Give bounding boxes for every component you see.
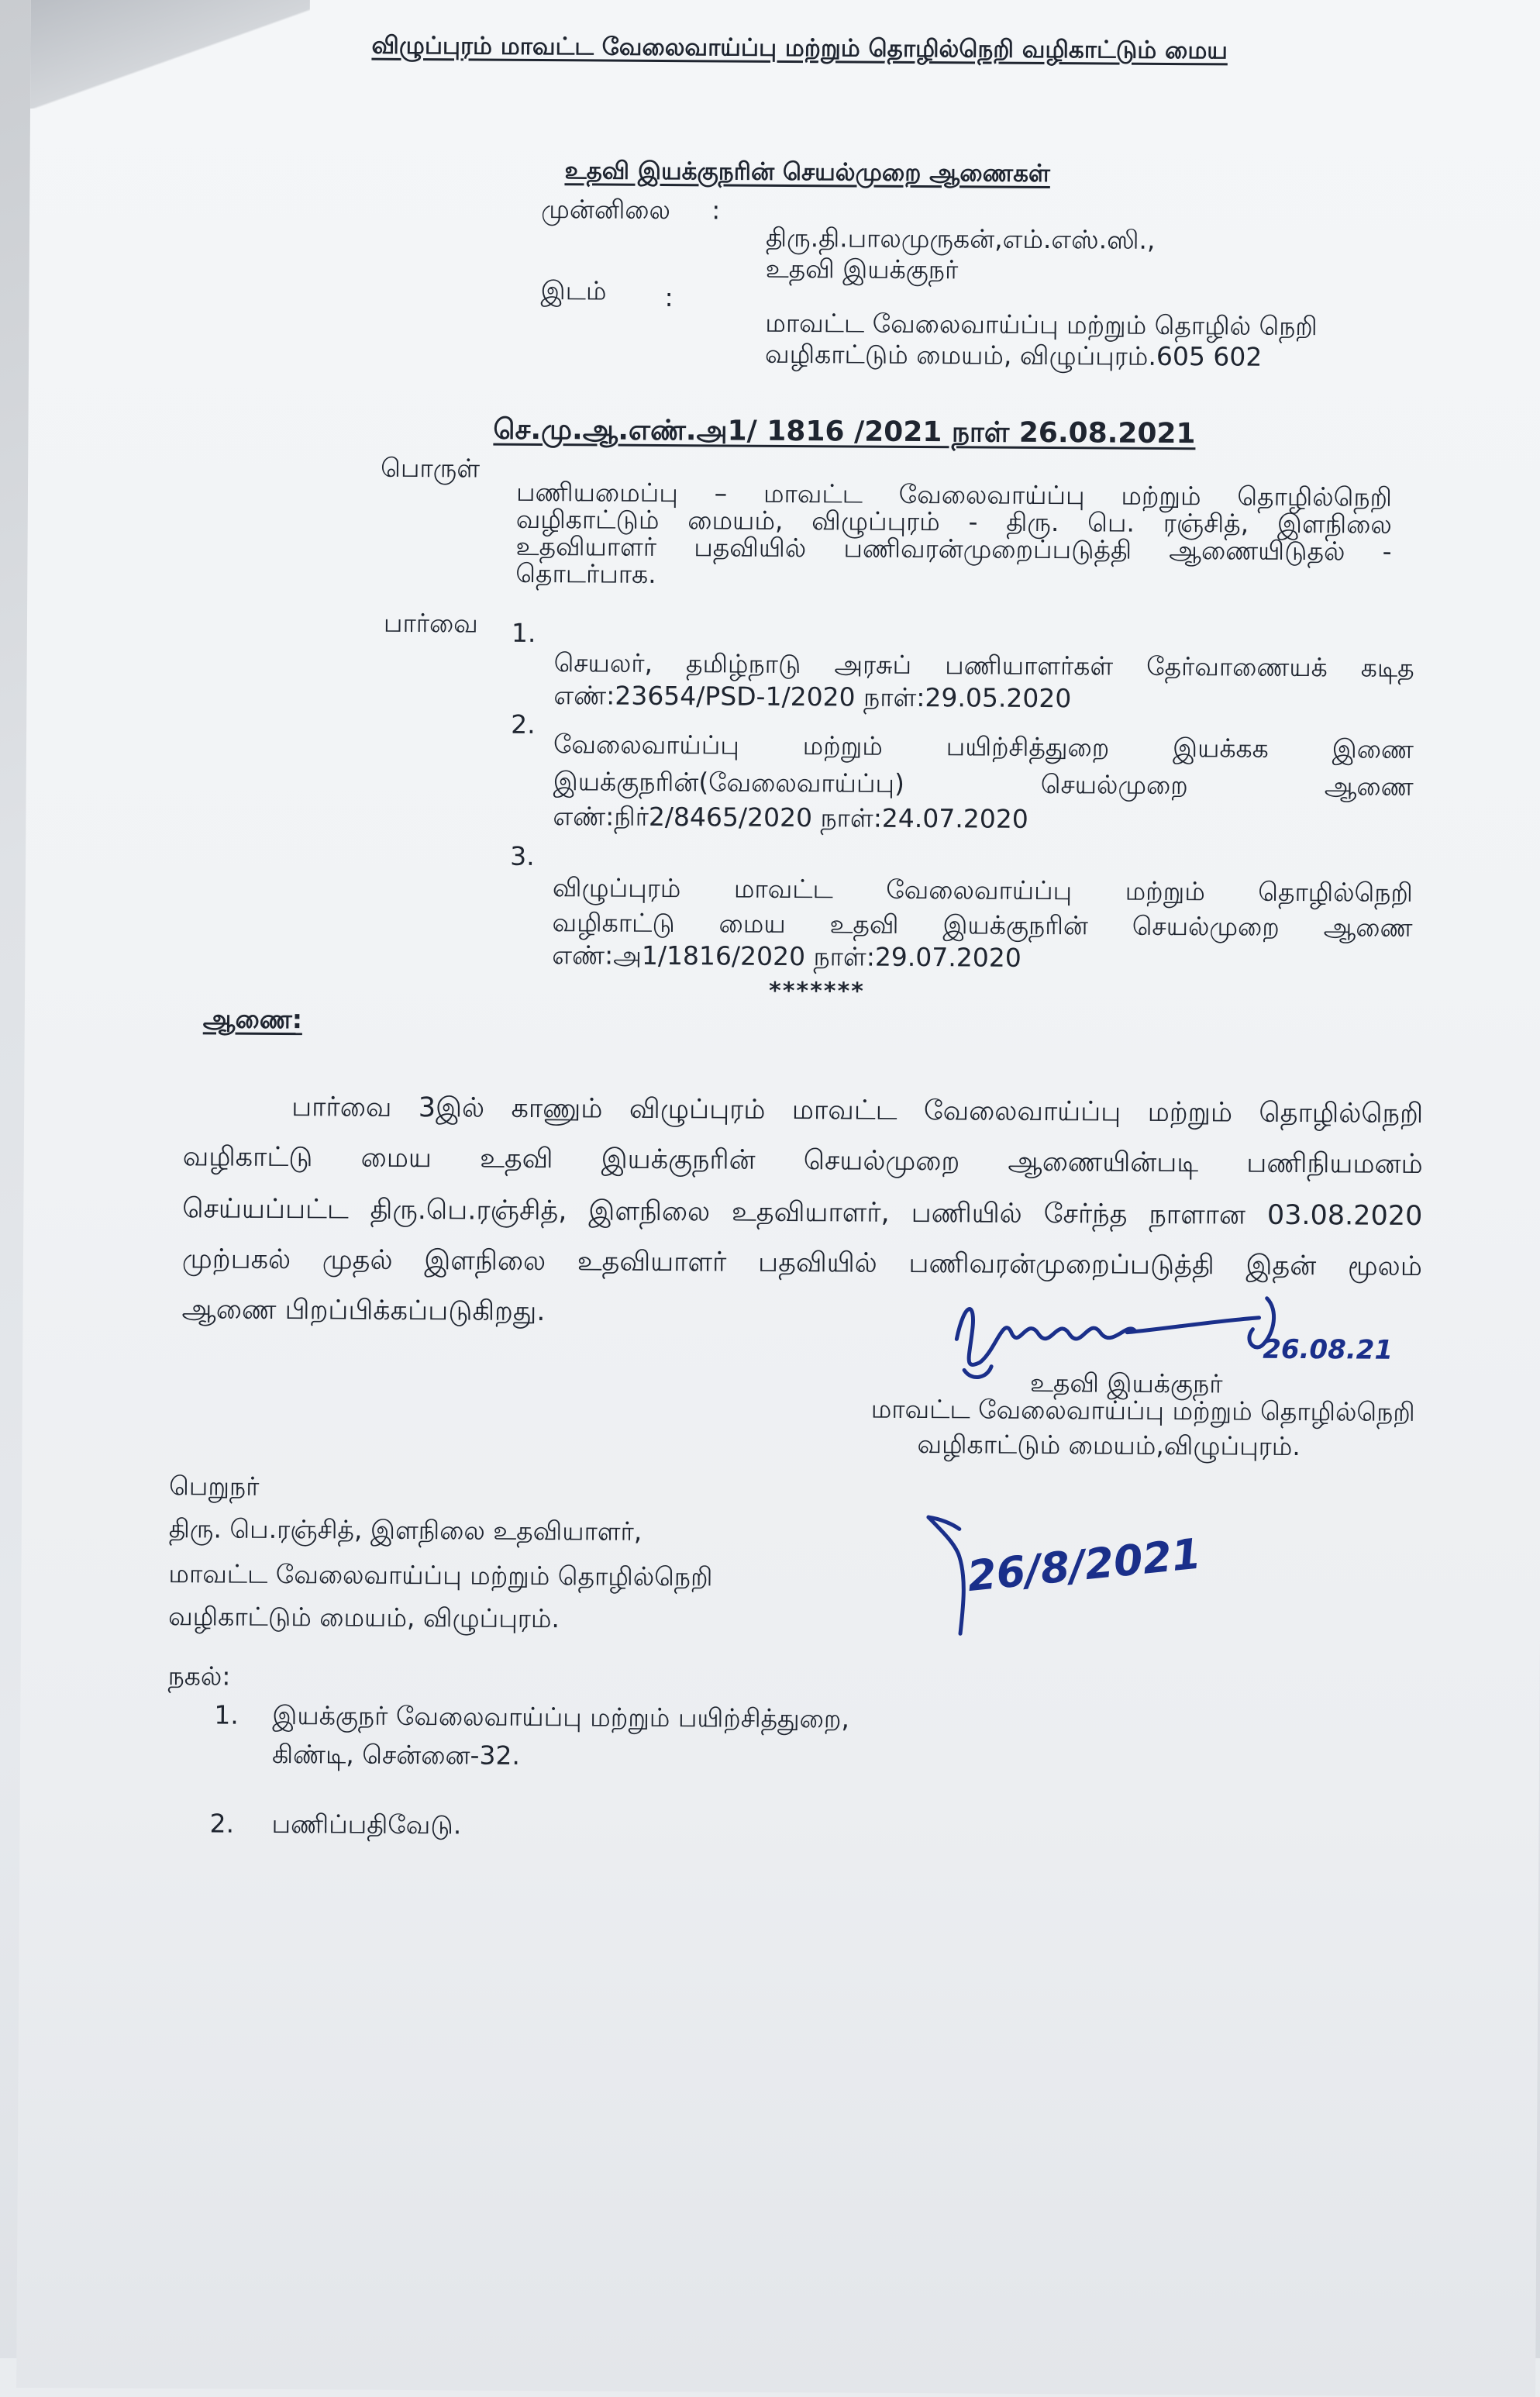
- signature-office-line-2: வழிகாட்டும் மையம்,விழுப்புரம்.: [917, 1429, 1301, 1462]
- order-line-1: பார்வை 3இல் காணும் விழுப்புரம் மாவட்ட வேலைவாய்ப்பு மற்றும் தொழில்நெறி: [291, 1092, 1424, 1130]
- copy-1-line-1: இயக்குநர் வேலைவாய்ப்பு மற்றும் பயிற்சித்துறை,: [272, 1699, 850, 1734]
- reference-2-number: 2.: [511, 709, 536, 740]
- reference-1-number: 1.: [511, 617, 536, 648]
- subject-line-2: வழிகாட்டும் மையம், விழுப்புரம் - திரு. பெ. ரஞ்சித், இளநிலை: [515, 503, 1392, 540]
- reference-3-line-3: எண்:அ1/1816/2020 நாள்:29.07.2020: [552, 940, 1021, 973]
- place-label: இடம்: [540, 275, 607, 306]
- signature-title: உதவி இயக்குநர்: [1029, 1367, 1223, 1399]
- signature-handwritten-date: 26.08.21: [1263, 1333, 1394, 1366]
- copy-label: நகல்:: [167, 1661, 231, 1692]
- reference-2-line-1: வேலைவாய்ப்பு மற்றும் பயிற்சித்துறை இயக்கக இணை: [553, 729, 1414, 764]
- header-line-2: உதவி இயக்குநரின் செயல்முறை ஆணைகள்: [564, 157, 1051, 188]
- copy-1-number: 1.: [214, 1699, 239, 1730]
- copy-1-line-2: கிண்டி, சென்னை-32.: [271, 1738, 521, 1771]
- place-line-1: மாவட்ட வேலைவாய்ப்பு மற்றும் தொழில் நெறி: [765, 307, 1318, 342]
- place-colon: :: [664, 282, 674, 313]
- header-line-1: விழுப்புரம் மாவட்ட வேலைவாய்ப்பு மற்றும் தொழில்நெறி வழிகாட்டும் மைய: [371, 31, 1228, 65]
- separator-stars: *******: [768, 977, 866, 1005]
- page-fold-shadow: [30, 0, 310, 110]
- presence-name: திரு.தி.பாலமுருகன்,எம்.எஸ்.ஸி.,: [765, 222, 1156, 255]
- order-line-5: ஆணை பிறப்பிக்கப்படுகிறது.: [181, 1294, 546, 1328]
- copy-2-number: 2.: [209, 1808, 235, 1839]
- order-line-3: செய்யப்பட்ட திரு.பெ.ரஞ்சித், இளநிலை உதவியாளர், பணியில் சேர்ந்த நாளான 03.08.2020: [182, 1193, 1423, 1232]
- recipient-line-1: திரு. பெ.ரஞ்சித், இளநிலை உதவியாளர்,: [168, 1513, 643, 1547]
- presence-label: முன்னிலை: [541, 194, 671, 226]
- signature-office-line-1: மாவட்ட வேலைவாய்ப்பு மற்றும் தொழில்நெறி: [870, 1393, 1415, 1427]
- subject-label: பொருள்: [381, 452, 481, 484]
- order-line-2: வழிகாட்டு மைய உதவி இயக்குநரின் செயல்முறை ஆணையின்படி பணிநியமனம்: [182, 1141, 1423, 1180]
- reference-1-line-2: எண்:23654/PSD-1/2020 நாள்:29.05.2020: [553, 680, 1072, 714]
- copy-2-line-1: பணிப்பதிவேடு.: [271, 1808, 462, 1840]
- subject-line-4: தொடர்பாக.: [515, 557, 656, 589]
- subject-line-3: உதவியாளர் பதவியில் பணிவரன்முறைப்படுத்தி ஆணையிடுதல் -: [515, 530, 1392, 567]
- presence-colon: :: [711, 195, 721, 226]
- reference-number: செ.மு.ஆ.எண்.அ1/ 1816 /2021 நாள் 26.08.2021: [493, 413, 1196, 450]
- references-label: பார்வை: [383, 607, 478, 639]
- subject-line-1: பணியமைப்பு – மாவட்ட வேலைவாய்ப்பு மற்றும் தொழில்நெறி: [515, 476, 1393, 512]
- initial-handwritten-date: 26/8/2021: [965, 1529, 1204, 1602]
- reference-3-line-2: வழிகாட்டு மைய உதவி இயக்குநரின் செயல்முறை ஆணை: [552, 907, 1413, 943]
- presence-designation: உதவி இயக்குநர்: [765, 253, 959, 285]
- reference-1-line-1: செயலர், தமிழ்நாடு அரசுப் பணியாளர்கள் தேர்வாணையக் கடித: [553, 647, 1414, 683]
- recipient-line-2: மாவட்ட வேலைவாய்ப்பு மற்றும் தொழில்நெறி: [168, 1558, 713, 1592]
- place-line-2: வழிகாட்டும் மையம், விழுப்புரம்.605 602: [764, 338, 1263, 372]
- recipient-label: பெறுநர்: [169, 1471, 260, 1502]
- order-line-4: முற்பகல் முதல் இளநிலை உதவியாளர் பதவியில் பணிவரன்முறைப்படுத்தி இதன் மூலம்: [181, 1243, 1423, 1282]
- order-label: ஆணை:: [202, 1003, 303, 1035]
- reference-3-number: 3.: [510, 840, 535, 871]
- recipient-line-3: வழிகாட்டும் மையம், விழுப்புரம்.: [168, 1601, 560, 1634]
- reference-2-line-2: இயக்குநரின்(வேலைவாய்ப்பு) செயல்முறை ஆணை: [553, 766, 1414, 802]
- reference-2-line-3: எண்:நிர்2/8465/2020 நாள்:24.07.2020: [553, 801, 1028, 834]
- reference-3-line-1: விழுப்புரம் மாவட்ட வேலைவாய்ப்பு மற்றும் தொழில்நெறி: [552, 872, 1413, 908]
- document-page: [16, 0, 1540, 2397]
